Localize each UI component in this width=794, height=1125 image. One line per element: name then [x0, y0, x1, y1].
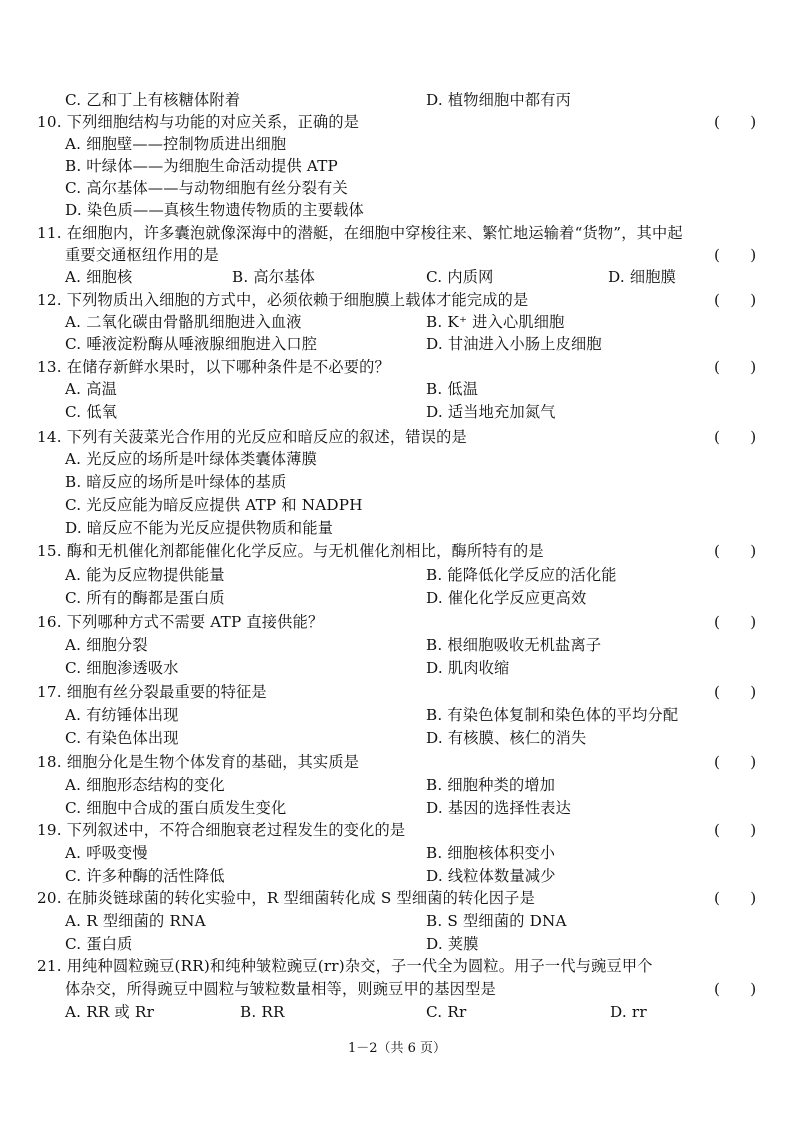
question-line: D. 催化化学反应更高效	[426, 589, 587, 607]
question-line: D. 染色质——真核生物遗传物质的主要载体	[65, 201, 364, 219]
question-line: A. 细胞壁——控制物质进出细胞	[65, 135, 287, 153]
answer-bracket: ( )	[714, 291, 757, 309]
question-line: D. 基因的选择性表达	[426, 799, 571, 817]
question-line: D. 适当地充加氮气	[426, 403, 556, 421]
question-line: B. 高尔基体	[232, 268, 315, 286]
answer-bracket: ( )	[714, 889, 757, 907]
question-line: D. 线粒体数量减少	[426, 867, 556, 885]
question-line: B. RR	[240, 1003, 285, 1021]
question-line: 重要交通枢纽作用的是	[65, 246, 219, 264]
question-line: A. RR 或 Rr	[65, 1003, 155, 1021]
question-line: C. 光反应能为暗反应提供 ATP 和 NADPH	[65, 496, 363, 514]
question-line: 12. 下列物质出入细胞的方式中，必须依赖于细胞膜上载体才能完成的是	[37, 291, 529, 309]
answer-bracket: ( )	[714, 980, 757, 998]
question-line: C. 唾液淀粉酶从唾液腺细胞进入口腔	[65, 335, 318, 353]
question-line: 16. 下列哪种方式不需要 ATP 直接供能？	[37, 613, 324, 631]
question-line: D. 有核膜、核仁的消失	[426, 729, 587, 747]
question-line: C. 低氧	[65, 403, 118, 421]
answer-bracket: ( )	[714, 246, 757, 264]
question-line: A. 细胞核	[65, 268, 133, 286]
answer-bracket: ( )	[714, 542, 757, 560]
question-line: C. 蛋白质	[65, 935, 133, 953]
question-line: 体杂交，所得豌豆中圆粒与皱粒数量相等，则豌豆甲的基因型是	[65, 980, 496, 998]
question-line: 13. 在储存新鲜水果时，以下哪种条件是不必要的？	[37, 358, 390, 376]
question-line: B. 低温	[426, 380, 479, 398]
question-line: A. 二氧化碳由骨骼肌细胞进入血液	[65, 313, 302, 331]
answer-bracket: ( )	[714, 358, 757, 376]
question-line: A. 光反应的场所是叶绿体类囊体薄膜	[65, 450, 318, 468]
question-line: D. 植物细胞中都有丙	[426, 91, 571, 109]
question-line: C. 内质网	[426, 268, 494, 286]
question-line: B. K⁺ 进入心肌细胞	[426, 313, 565, 331]
question-line: 21. 用纯种圆粒豌豆(RR)和纯种皱粒豌豆(rr)杂交，子一代全为圆粒。用子一代与豌豆甲个	[37, 957, 653, 975]
question-line: D. 肌肉收缩	[426, 659, 510, 677]
question-line: 10. 下列细胞结构与功能的对应关系，正确的是	[37, 113, 360, 131]
question-line: C. 有染色体出现	[65, 729, 179, 747]
question-line: A. 有纺锤体出现	[65, 706, 179, 724]
answer-bracket: ( )	[714, 683, 757, 701]
question-line: D. 荚膜	[426, 935, 479, 953]
question-line: B. 根细胞吸收无机盐离子	[426, 636, 602, 654]
question-line: C. Rr	[426, 1003, 467, 1021]
question-line: 17. 细胞有丝分裂最重要的特征是	[37, 683, 267, 701]
question-line: B. 暗反应的场所是叶绿体的基质	[65, 473, 287, 491]
question-line: C. 高尔基体——与动物细胞有丝分裂有关	[65, 179, 348, 197]
question-line: 15. 酶和无机催化剂都能催化化学反应。与无机催化剂相比，酶所特有的是	[37, 542, 544, 560]
question-line: A. R 型细菌的 RNA	[65, 912, 206, 930]
question-line: D. 细胞膜	[608, 268, 677, 286]
answer-bracket: ( )	[714, 113, 757, 131]
question-line: C. 乙和丁上有核糖体附着	[65, 91, 241, 109]
question-line: 11. 在细胞内，许多囊泡就像深海中的潜艇，在细胞中穿梭往来、繁忙地运输着“货物”，其中起	[37, 224, 683, 242]
question-line: B. 能降低化学反应的活化能	[426, 566, 617, 584]
question-line: 20. 在肺炎链球菌的转化实验中，R 型细菌转化成 S 型细菌的转化因子是	[37, 889, 535, 907]
question-line: A. 细胞形态结构的变化	[65, 776, 225, 794]
question-line: A. 高温	[65, 380, 117, 398]
question-line: B. 叶绿体——为细胞生命活动提供 ATP	[65, 157, 338, 175]
page-footer: 1－2（共 6 页）	[347, 1041, 447, 1056]
answer-bracket: ( )	[714, 428, 757, 446]
question-line: A. 能为反应物提供能量	[65, 566, 225, 584]
question-line: C. 细胞渗透吸水	[65, 659, 179, 677]
question-line: D. 暗反应不能为光反应提供物质和能量	[65, 519, 334, 537]
question-line: C. 细胞中合成的蛋白质发生变化	[65, 799, 287, 817]
question-line: D. 甘油进入小肠上皮细胞	[426, 335, 602, 353]
question-line: D. rr	[610, 1003, 647, 1021]
question-line: B. 细胞种类的增加	[426, 776, 556, 794]
question-line: 18. 细胞分化是生物个体发育的基础，其实质是	[37, 753, 360, 771]
answer-bracket: ( )	[714, 821, 757, 839]
question-line: C. 许多种酶的活性降低	[65, 867, 225, 885]
question-line: A. 呼吸变慢	[65, 844, 148, 862]
answer-bracket: ( )	[714, 753, 757, 771]
question-line: B. 有染色体复制和染色体的平均分配	[426, 706, 679, 724]
question-line: 19. 下列叙述中，不符合细胞衰老过程发生的变化的是	[37, 821, 406, 839]
question-line: C. 所有的酶都是蛋白质	[65, 589, 225, 607]
question-line: A. 细胞分裂	[65, 636, 148, 654]
answer-bracket: ( )	[714, 613, 757, 631]
question-line: B. 细胞核体积变小	[426, 844, 556, 862]
question-line: 14. 下列有关菠菜光合作用的光反应和暗反应的叙述，错误的是	[37, 428, 467, 446]
question-line: B. S 型细菌的 DNA	[426, 912, 567, 930]
